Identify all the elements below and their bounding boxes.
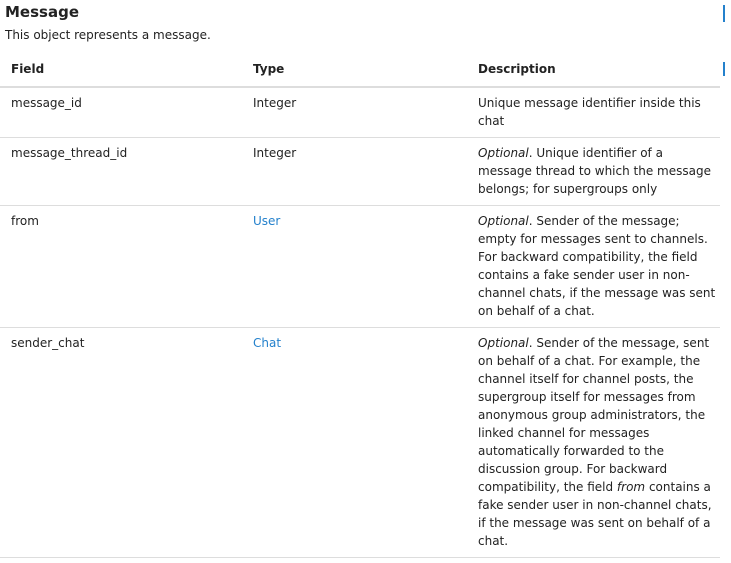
table-row: [0, 328, 720, 558]
type-link-chat[interactable]: Chat: [253, 336, 282, 350]
scroll-marker: [723, 5, 725, 22]
table-row: [0, 138, 720, 206]
field-name: from: [0, 206, 242, 328]
description-text: Unique message identifier inside this chat: [478, 96, 701, 128]
field-type: [242, 206, 467, 328]
description-text: . Sender of the message, sent on behalf of a chat. For example, the channel itself for channel posts, the supergroup itself for messages from anonymous group administrators, the linked channel for messages automatically forwarded to the discussion group. For backward compatibility, the field: [478, 336, 710, 494]
field-name: message_id: [0, 87, 242, 138]
optional-label: Optional: [478, 214, 529, 228]
description-text: . Unique identifier of a message thread to which the message belongs; for supergroups only: [478, 146, 711, 196]
field-description: [467, 87, 720, 138]
optional-label: Optional: [478, 336, 529, 350]
table-row: [0, 206, 720, 328]
field-description: [467, 328, 720, 558]
field-type: Integer: [242, 87, 467, 138]
field-name: message_thread_id: [0, 138, 242, 206]
type-link-user[interactable]: User: [253, 214, 281, 228]
field-description: [467, 138, 720, 206]
section-title: Message: [5, 3, 79, 21]
field-description: [467, 206, 720, 328]
description-text: . Sender of the message; empty for messages sent to channels. For backward compatibility, the field contains a fake sender user in non-channel chats, if the message was sent on behalf of a chat.: [478, 214, 716, 318]
fields-table: [0, 53, 720, 558]
table-header-row: [0, 53, 720, 87]
field-type: [242, 328, 467, 558]
header-description: Description: [467, 53, 720, 87]
field-type: Integer: [242, 138, 467, 206]
field-reference: from: [616, 480, 646, 494]
section-intro: This object represents a message.: [5, 28, 211, 42]
optional-label: Optional: [478, 146, 529, 160]
scroll-marker: [723, 62, 725, 76]
table-row: [0, 87, 720, 138]
header-type: Type: [242, 53, 467, 87]
description-text-tail: contains a fake sender user in non-channel chats, if the message was sent on behalf of a chat.: [478, 480, 712, 548]
header-field: Field: [0, 53, 242, 87]
field-name: sender_chat: [0, 328, 242, 558]
